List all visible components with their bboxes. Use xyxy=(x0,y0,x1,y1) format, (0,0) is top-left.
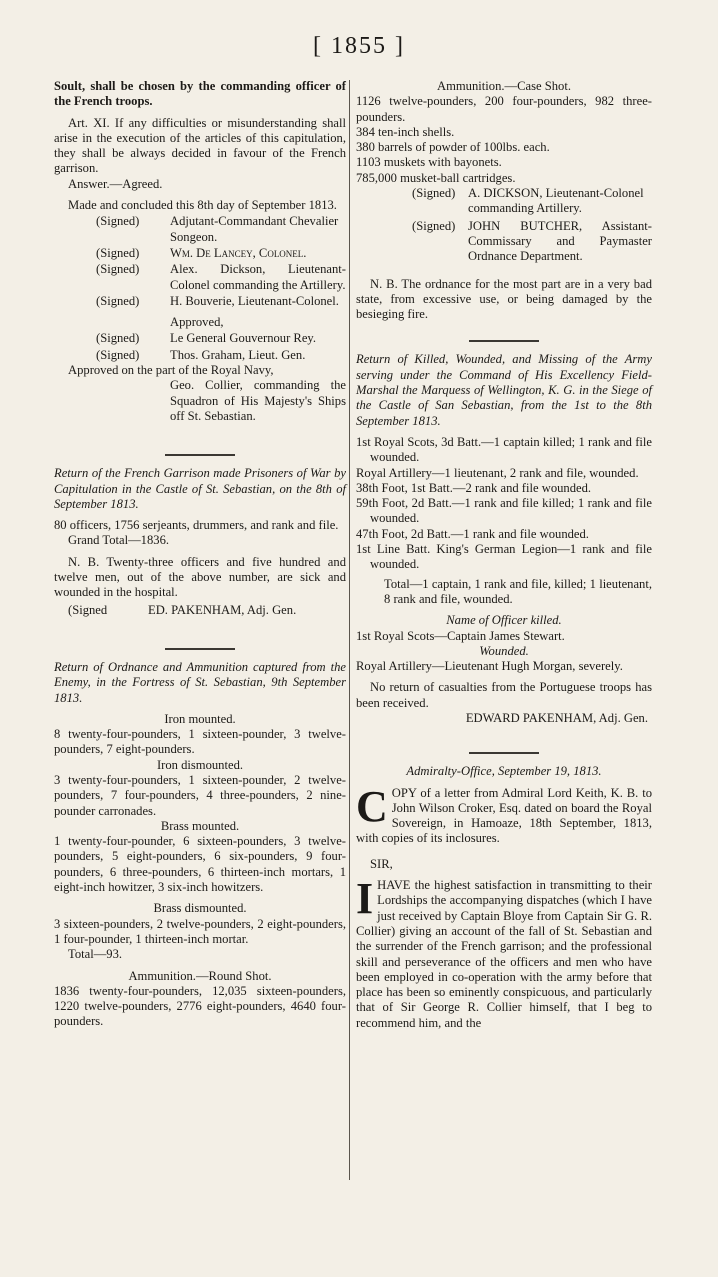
section-rule xyxy=(165,454,235,456)
signatory: Alex. Dickson, Lieutenant-Colonel commanding the Artillery. xyxy=(170,262,346,292)
round-shot-heading: Ammunition.—Round Shot. xyxy=(128,968,272,983)
casualty-line: 47th Foot, 2d Batt.—1 rank and file wounded. xyxy=(356,526,589,541)
casualty-line: Royal Artillery—1 lieutenant, 2 rank and file, wounded. xyxy=(356,465,639,480)
signature-row xyxy=(54,214,346,245)
iron-dismounted-heading: Iron dismounted. xyxy=(156,757,244,772)
iron-mounted-list: 8 twenty-four-pounders, 1 sixteen-pounder, 3 twelve-pounders, 7 eight-pounders. xyxy=(54,727,346,757)
brass-mounted-list: 1 twenty-four-pounder, 6 sixteen-pounders, 3 twelve-pounders, 5 eight-pounders, 6 six-pounders, 9 four-pounders, 6 three-pounders, 6 thirteen-inch mortars, 1 eight-inch howitzer, 3 six-inch howitzers. xyxy=(54,834,346,895)
section-rule xyxy=(469,340,539,342)
case-shot-list: 1126 twelve-pounders, 200 four-pounders, 982 three-pounders. xyxy=(356,94,652,124)
brass-mounted-heading: Brass mounted. xyxy=(160,818,240,833)
iron-dismounted-list: 3 twenty-four-pounders, 1 sixteen-pounder, 2 twelve-pounders, 7 four-pounders, 4 three-pounders, 2 nine-pounder carronades. xyxy=(54,772,346,818)
wounded-heading: Wounded. xyxy=(479,643,529,658)
pakenham-signature xyxy=(54,603,346,618)
garrison-return-title: Return of the French Garrison made Prisoners of War by Capitulation in the Castle of St. Sebastian, on the 8th of September 1813. xyxy=(54,466,346,511)
signature-row xyxy=(54,331,346,346)
letter-text: HAVE the highest satisfaction in transmitting to their Lordships the accompanying dispatches (which I have just received by Captain Bloye from Captain Sir G. R. Collier) giving an account of the fall of St. Sebastian and the surrender of the French garrison; and the professional skill and perseverance of the officers and men who have been employed in co-operation with the army before that place has been so eminently conspicuous, and particularly that of Sir George R. Collier himself, that I beg to recommend him, and the xyxy=(356,878,652,1030)
answer-agreed: Answer.—Agreed. xyxy=(68,176,163,191)
signature-row xyxy=(54,348,346,363)
signed-label: (Signed) xyxy=(96,293,140,308)
casualty-total: Total—1 captain, 1 rank and file, killed; 1 lieutenant, 8 rank and file, wounded. xyxy=(384,576,652,606)
casualty-line: 59th Foot, 2d Batt.—1 rank and file killed; 1 rank and file wounded. xyxy=(356,496,652,526)
signed-label: (Signed) xyxy=(96,245,140,260)
signatory: ED. PAKENHAM, Adj. Gen. xyxy=(148,602,297,617)
casualty-return-title: Return of Killed, Wounded, and Missing of the Army serving under the Command of His Excellency Field-Marshal the Marquess of Wellington, K. G. in the Siege of the Castle of San Sebastian, from the 1st to the 8th September 1813. xyxy=(356,352,652,428)
ammunition-item: 785,000 musket-ball cartridges. xyxy=(356,170,516,185)
iron-mounted-heading: Iron mounted. xyxy=(164,711,236,726)
article-xi: Art. XI. If any difficulties or misunderstanding shall arise in the execution of the articles of this capitulation, they shall be always decided in favour of the French garrison. xyxy=(54,115,346,176)
collier-signature: Geo. Collier, commanding the Squadron of His Majesty's Ships off St. Sebastian. xyxy=(170,378,346,423)
casualty-line: 1st Royal Scots, 3d Batt.—1 captain killed; 1 rank and file wounded. xyxy=(356,434,652,465)
signatory: Thos. Graham, Lieut. Gen. xyxy=(170,347,306,362)
signed-label: (Signed) xyxy=(96,331,140,346)
nb-sick-wounded: N. B. Twenty-three officers and five hundred and twelve men, out of the above number, are sick and wounded in the hospital. xyxy=(54,554,346,600)
brass-dismounted-list: 3 sixteen-pounders, 2 twelve-pounders, 2 eight-pounders, 1 four-pounder, 1 thirteen-inch mortar. xyxy=(54,916,346,946)
page-number: [ 1855 ] xyxy=(313,33,405,59)
column-divider xyxy=(349,80,350,1180)
right-column xyxy=(356,79,652,1031)
left-column xyxy=(54,79,346,1030)
round-shot-list: 1836 twenty-four-pounders, 12,035 sixteen-pounders, 1220 twelve-pounders, 2776 eight-pounders, 4640 four-pounders. xyxy=(54,983,346,1029)
concluded-date: Made and concluded this 8th day of September 1813. xyxy=(68,198,337,213)
section-rule xyxy=(469,752,539,754)
copy-paragraph xyxy=(356,781,652,847)
casualty-line: 38th Foot, 1st Batt.—2 rank and file wounded. xyxy=(356,480,592,495)
officer-killed-heading: Name of Officer killed. xyxy=(446,613,562,628)
signatory: A. DICKSON, Lieutenant-Colonel commanding Artillery. xyxy=(468,186,644,216)
case-shot-heading: Ammunition.—Case Shot. xyxy=(437,79,571,93)
grand-total: Grand Total—1836. xyxy=(68,533,170,548)
drop-cap: I xyxy=(356,874,374,924)
signed-label: (Signed) xyxy=(412,186,456,201)
signed-label: (Signed) xyxy=(96,214,140,229)
signed-label: (Signed xyxy=(68,602,108,617)
signatory: JOHN BUTCHER, Assistant-Commissary and Paymaster Ordnance Department. xyxy=(468,218,652,264)
pakenham-signature-2: EDWARD PAKENHAM, Adj. Gen. xyxy=(465,710,648,725)
officer-killed: 1st Royal Scots—Captain James Stewart. xyxy=(356,628,565,643)
drop-cap: C xyxy=(356,781,388,831)
approved: Approved, xyxy=(170,315,224,330)
signed-label: (Signed) xyxy=(96,262,140,277)
salutation: SIR, xyxy=(370,856,393,871)
no-portuguese-return: No return of casualties from the Portuguese troops has been received. xyxy=(356,680,652,710)
capitulation-paragraph: Soult, shall be chosen by the commanding officer of the French troops. xyxy=(54,79,346,109)
casualty-line: 1st Line Batt. King's German Legion—1 rank and file wounded. xyxy=(356,542,652,572)
signatory: H. Bouverie, Lieutenant-Colonel. xyxy=(170,293,339,308)
signed-label: (Signed) xyxy=(412,218,456,233)
signature-row xyxy=(54,262,346,293)
signatory: Wm. De Lancey, Colonel. xyxy=(170,245,307,260)
signature-row xyxy=(54,246,346,261)
brass-dismounted-heading: Brass dismounted. xyxy=(153,901,247,916)
letter-body xyxy=(356,874,652,1031)
section-rule xyxy=(165,648,235,650)
butcher-signature xyxy=(356,219,652,265)
signatory: Le General Gouvernour Rey. xyxy=(170,331,317,346)
garrison-return-body: 80 officers, 1756 serjeants, drummers, and rank and file. xyxy=(54,518,339,533)
approved-navy: Approved on the part of the Royal Navy, xyxy=(68,363,274,378)
nb-ordnance-state: N. B. The ordnance for the most part are in a very bad state, from excessive use, or being damaged by the besieging fire. xyxy=(356,276,652,322)
ordnance-total: Total—93. xyxy=(68,947,123,962)
copy-text: OPY of a letter from Admiral Lord Keith, K. B. to John Wilson Croker, Esq. dated on board the Royal Sovereign, in Hamoaze, 18th September, 1813, with copies of its inclosures. xyxy=(356,785,652,846)
dickson-signature xyxy=(356,186,652,217)
signatory: Adjutant-Commandant Chevalier Songeon. xyxy=(170,214,339,244)
ammunition-item: 384 ten-inch shells. xyxy=(356,124,455,139)
admiralty-dateline: Admiralty-Office, September 19, 1813. xyxy=(406,764,602,779)
signed-label: (Signed) xyxy=(96,347,140,362)
ammunition-item: 380 barrels of powder of 100lbs. each. xyxy=(356,140,550,155)
ordnance-return-title: Return of Ordnance and Ammunition captured from the Enemy, in the Fortress of St. Sebastian, 9th September 1813. xyxy=(54,659,346,705)
signature-row xyxy=(54,294,346,309)
ammunition-item: 1103 muskets with bayonets. xyxy=(356,155,502,170)
officer-wounded: Royal Artillery—Lieutenant Hugh Morgan, severely. xyxy=(356,659,623,674)
